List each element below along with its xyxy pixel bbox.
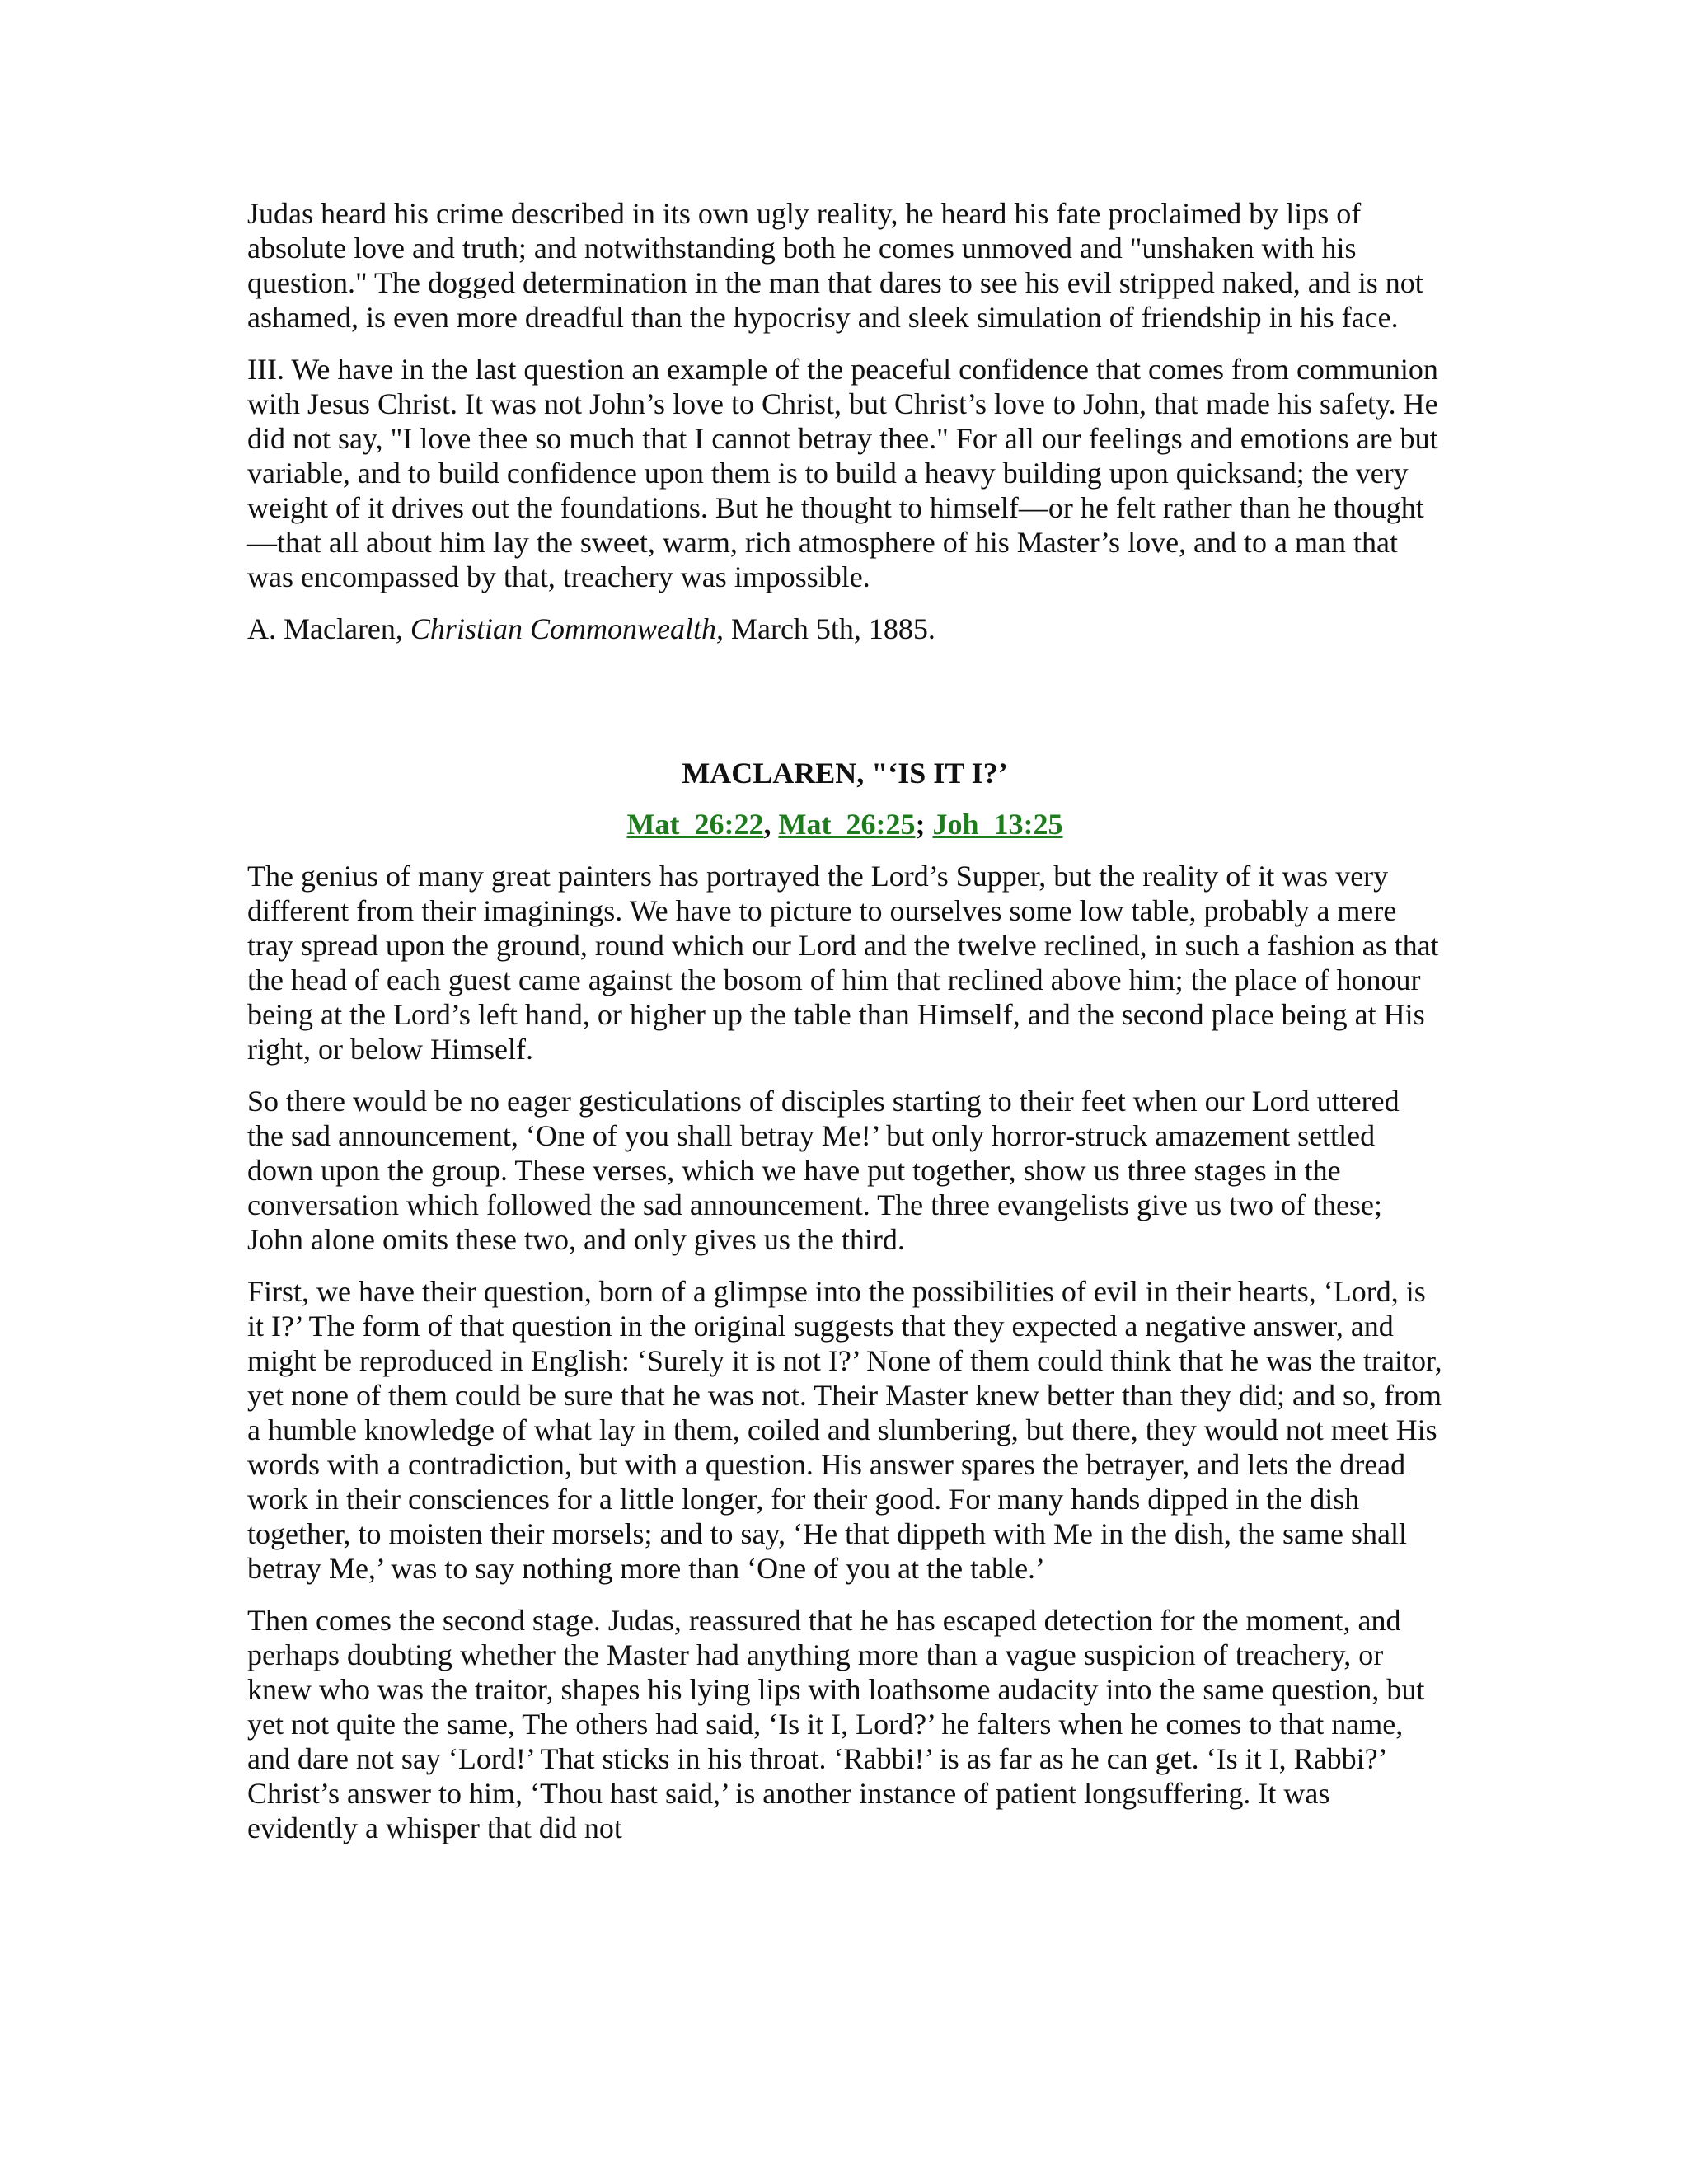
scripture-references	[247, 807, 1442, 841]
paragraph-sad-announcement: So there would be no eager gesticulations of disciples starting to their feet when our Lord uttered the sad announcement, ‘One of you shall betray Me!’ but only horror-struck amazement settled down upon the group. These verses, which we have put together, show us three stages in the conversation which followed the sad announcement. The three evangelists give us two of these; John alone omits these two, and only gives us the third.	[247, 1085, 1400, 1256]
reference-separator: ;	[915, 808, 933, 841]
reference-separator: ,	[763, 808, 779, 841]
document-page	[247, 196, 1442, 1863]
paragraph-peaceful-confidence: III. We have in the last question an example of the peaceful confidence that comes from communion with Jesus Christ. It was not John’s love to Christ, but Christ’s love to John, that made his safety. He did not say, "I love thee so much that I cannot betray thee." For all our feelings and emotions are but variable, and to build confidence upon them is to build a heavy building upon quicksand; the very weight of it drives out the foundations. But he thought to himself—or he felt rather than he thought—that all about him lay the sweet, warm, rich atmosphere of his Master’s love, and to a man that was encompassed by that, treachery was impossible.	[247, 353, 1438, 593]
paragraph-judas-crime: Judas heard his crime described in its own ugly reality, he heard his fate proclaimed by lips of absolute love and truth; and notwithstanding both he comes unmoved and "unshaken with his question." The dogged determination in the man that dares to see his evil stripped naked, and is not ashamed, is even more dreadful than the hypocrisy and sleek simulation of friendship in his face.	[247, 197, 1423, 334]
citation-date: March 5th, 1885.	[723, 612, 935, 645]
paragraph-first-stage: First, we have their question, born of a glimpse into the possibilities of evil in their hearts, ‘Lord, is it I?’ The form of that question in the original suggests that they expected a negative answer, and might be reproduced in English: ‘Surely it is not I?’ None of them could think that he was the traitor, yet none of them could be sure that he was not. Their Master knew better than they did; and so, from a humble knowledge of what lay in them, coiled and slumbering, but there, they would not meet His words with a contradiction, but with a question. His answer spares the betrayer, and lets the dread work in their consciences for a little longer, for their good. For many hands dipped in the dish together, to moisten their morsels; and to say, ‘He that dippeth with Me in the dish, the same shall betray Me,’ was to say nothing more than ‘One of you at the table.’	[247, 1275, 1442, 1585]
reference-link-joh-13-25[interactable]: Joh_13:25	[932, 808, 1063, 841]
citation-author: A. Maclaren,	[247, 612, 410, 645]
citation-work: Christian Commonwealth,	[410, 612, 724, 645]
section-spacer	[247, 663, 1442, 756]
reference-link-mat-26-22[interactable]: Mat_26:22	[626, 808, 764, 841]
paragraph-lords-supper: The genius of many great painters has portrayed the Lord’s Supper, but the reality of it was very different from their imaginings. We have to picture to ourselves some low table, probably a mere tray spread upon the ground, round which our Lord and the twelve reclined, in such a fashion as that the head of each guest came against the bosom of him that reclined above him; the place of honour being at the Lord’s left hand, or higher up the table than Himself, and the second place being at His right, or below Himself.	[247, 860, 1439, 1066]
reference-link-mat-26-25[interactable]: Mat_26:25	[778, 808, 916, 841]
citation	[247, 612, 1442, 646]
paragraph-second-stage: Then comes the second stage. Judas, reassured that he has escaped detection for the moment, and perhaps doubting whether the Master had anything more than a vague suspicion of treachery, or knew who was the traitor, shapes his lying lips with loathsome audacity into the same question, but yet not quite the same, The others had said, ‘Is it I, Lord?’ he falters when he comes to that name, and dare not say ‘Lord!’ That sticks in his throat. ‘Rabbi!’ is as far as he can get. ‘Is it I, Rabbi?’ Christ’s answer to him, ‘Thou hast said,’ is another instance of patient longsuffering. It was evidently a whisper that did not	[247, 1604, 1425, 1844]
section-heading: MACLAREN, "‘IS IT I?’	[682, 757, 1008, 790]
